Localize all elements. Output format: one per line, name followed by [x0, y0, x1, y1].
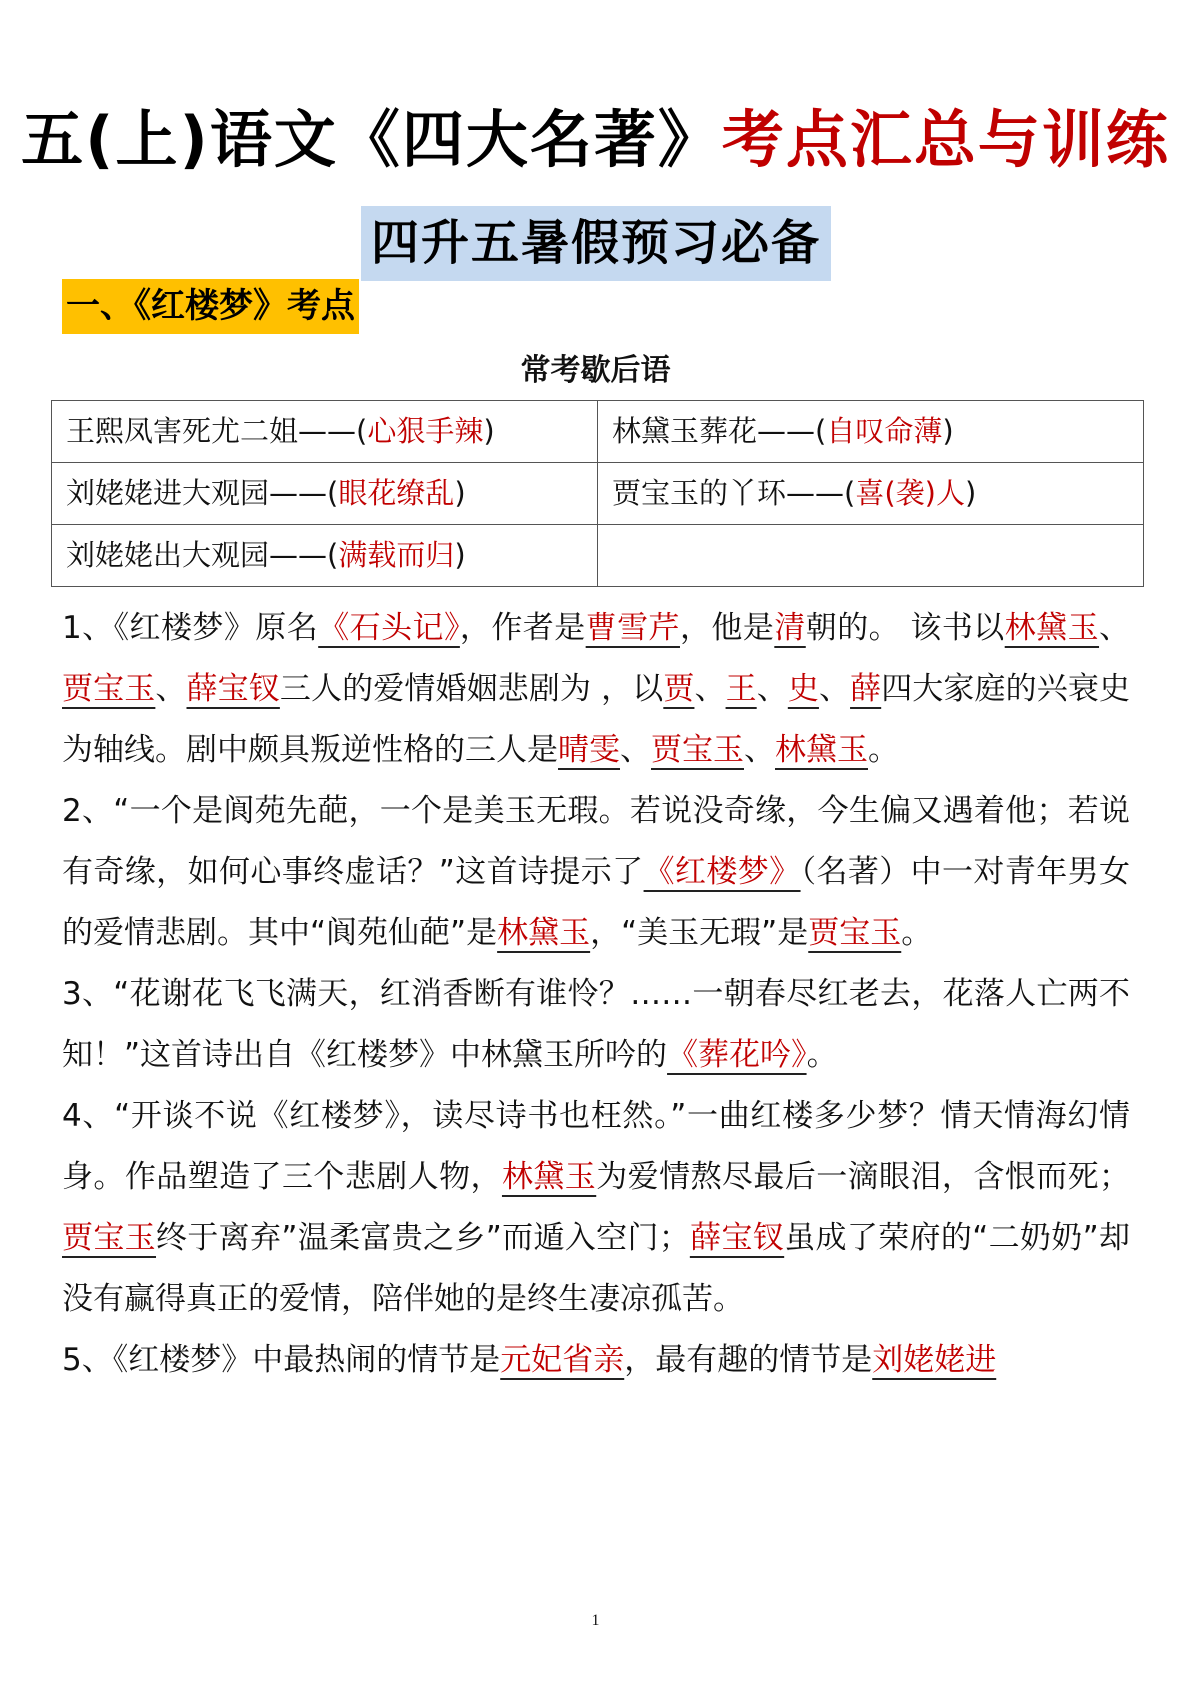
- text-segment: 四大家庭的兴衰史为轴线。剧中颇具叛逆性格的三人是: [62, 671, 1131, 768]
- answer-blank: 晴雯: [558, 732, 620, 768]
- answer-blank: 《红楼梦》: [643, 854, 801, 890]
- text-segment: 、: [818, 671, 851, 707]
- answer-blank: 刘姥姥进: [872, 1342, 997, 1378]
- exam-point-item: [62, 598, 1130, 781]
- xiehouyu-close: ): [942, 414, 954, 448]
- text-segment: ，他是: [679, 610, 775, 646]
- table-row: [52, 463, 1144, 525]
- text-segment: 为爱情熬尽最后一滴眼泪，含恨而死；: [596, 1159, 1131, 1195]
- answer-blank: 薛宝钗: [186, 671, 280, 707]
- answer-blank: 薛宝钗: [689, 1220, 785, 1256]
- answer-blank: 元妃省亲: [500, 1342, 625, 1378]
- xiehouyu-question: 刘姥姥进大观园——(: [66, 476, 339, 510]
- answer-blank: 曹雪芹: [585, 610, 680, 646]
- answer-blank: 林黛玉: [501, 1159, 597, 1195]
- exam-point-item: [62, 1330, 1130, 1391]
- xiehouyu-question: 贾宝玉的丫环——(: [612, 476, 856, 510]
- table-cell: [52, 401, 598, 463]
- text-segment: 三人的爱情婚姻悲剧为 ，以: [279, 671, 664, 707]
- text-segment: 5、《红楼梦》中最热闹的情节是: [62, 1342, 501, 1378]
- text-segment: 终于离弃”温柔富贵之乡”而遁入空门；: [156, 1220, 690, 1256]
- answer-blank: 贾宝玉: [62, 671, 156, 707]
- text-segment: 。: [806, 1037, 838, 1073]
- text-segment: 。: [901, 915, 933, 951]
- title-main: 五(上)语文《四大名著》: [21, 103, 722, 176]
- answer-blank: 林黛玉: [775, 732, 868, 768]
- xiehouyu-answer: 喜(袭)人: [855, 476, 965, 510]
- exam-point-item: [62, 781, 1130, 964]
- answer-blank: 贾宝玉: [651, 732, 744, 768]
- answer-blank: 贾宝玉: [62, 1220, 157, 1256]
- table-row: [52, 401, 1144, 463]
- title-highlight: 考点汇总与训练: [721, 103, 1170, 176]
- xiehouyu-close: ): [454, 476, 466, 510]
- text-segment: 虽成了荣府的“二奶奶”却没有赢得真正的爱情，陪伴她的是终生凄凉孤苦。: [62, 1220, 1130, 1317]
- text-segment: 3、“花谢花飞飞满天，红消香断有谁怜？……一朝春尽红老去，花落人亡两不知！”这首诗出自《红楼梦》中林黛玉所吟的: [62, 976, 1130, 1073]
- exam-point-item: [62, 964, 1130, 1086]
- xiehouyu-answer: 眼花缭乱: [338, 476, 455, 510]
- text-segment: 朝的。 该书以: [805, 610, 1005, 646]
- xiehouyu-answer: 心狠手辣: [367, 414, 484, 448]
- table-title: 常考歇后语: [520, 353, 671, 388]
- xiehouyu-close: ): [483, 414, 495, 448]
- answer-blank: 林黛玉: [1004, 610, 1100, 646]
- answer-blank: 《石头记》: [318, 610, 460, 646]
- text-segment: 4、“开谈不说《红楼梦》，读尽诗书也枉然。”一曲红楼多少梦？情天情海幻情身。作品塑造了三个悲剧人物，: [62, 1098, 1130, 1195]
- text-segment: ，作者是: [459, 610, 586, 646]
- text-segment: ，最有趣的情节是: [624, 1342, 873, 1378]
- xiehouyu-table: [51, 400, 1144, 587]
- text-segment: 2、“一个是阆苑先葩，一个是美玉无瑕。若说没奇缘，今生偏又遇着他；若说有奇缘，如何心事终虚话？”这首诗提示了: [62, 793, 1130, 890]
- text-segment: 、: [620, 732, 651, 768]
- text-segment: 1、《红楼梦》原名: [62, 610, 319, 646]
- xiehouyu-answer: 自叹命薄: [826, 414, 943, 448]
- exam-point-item: [62, 1086, 1130, 1330]
- table-cell: [598, 463, 1144, 525]
- text-segment: 、: [694, 671, 726, 707]
- page-number: 1: [591, 1612, 600, 1629]
- xiehouyu-answer: 满载而归: [338, 538, 455, 572]
- text-segment: ，“美玉无瑕”是: [590, 915, 809, 951]
- answer-blank: 史: [787, 671, 819, 707]
- answer-blank: 王: [725, 671, 757, 707]
- table-cell: [598, 525, 1144, 587]
- text-segment: 、: [744, 732, 775, 768]
- table-cell: [52, 463, 598, 525]
- xiehouyu-question: 林黛玉葬花——(: [612, 414, 827, 448]
- answer-blank: 清: [774, 610, 806, 646]
- subtitle-banner: 四升五暑假预习必备: [361, 206, 831, 281]
- text-segment: 、: [155, 671, 187, 707]
- answer-blank: 贾宝玉: [808, 915, 902, 951]
- xiehouyu-close: ): [964, 476, 977, 510]
- table-row: [52, 525, 1144, 587]
- xiehouyu-question: 王熙凤害死尤二姐——(: [66, 414, 368, 448]
- document-title: [0, 100, 1191, 180]
- exam-points: [62, 598, 1130, 1391]
- section-heading: 一、《红楼梦》考点: [62, 279, 359, 334]
- text-segment: （名著）中一对青年男女的爱情悲剧。其中“阆苑仙葩”是: [62, 854, 1131, 951]
- xiehouyu-question: 刘姥姥出大观园——(: [66, 538, 339, 572]
- table-cell: [52, 525, 598, 587]
- table-cell: [598, 401, 1144, 463]
- answer-blank: 贾: [663, 671, 695, 707]
- xiehouyu-close: ): [454, 538, 466, 572]
- answer-blank: 林黛玉: [497, 915, 591, 951]
- answer-blank: 《葬花吟》: [667, 1037, 807, 1073]
- text-segment: 、: [1099, 610, 1131, 646]
- text-segment: 、: [756, 671, 788, 707]
- answer-blank: 薛: [850, 671, 882, 707]
- text-segment: 。: [868, 732, 899, 768]
